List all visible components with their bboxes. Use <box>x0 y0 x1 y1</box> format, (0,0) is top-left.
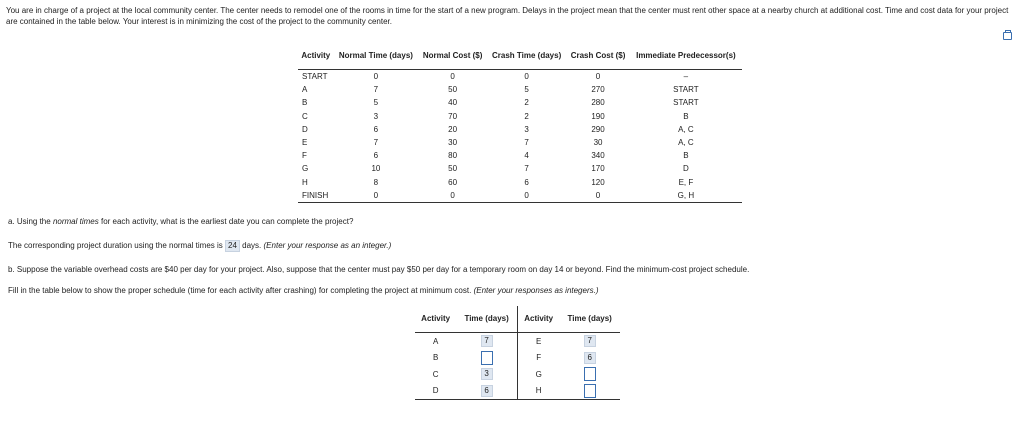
cell-normal-time: 0 <box>373 72 379 82</box>
cell-activity: D <box>302 124 308 134</box>
cell-crash-time: 6 <box>524 177 529 187</box>
cell-predecessors: E, F <box>678 177 694 187</box>
schedule-header-activity-2: Activity <box>517 306 559 333</box>
table-row <box>298 149 742 162</box>
header-crash-cost: Crash Cost ($) <box>566 42 630 70</box>
cell-normal-time: 7 <box>373 85 379 95</box>
cell-activity: START <box>302 72 328 82</box>
schedule-header-activity-1: Activity <box>415 306 456 333</box>
part-a-answer-line: The corresponding project duration using the normal times is 24 days. (Enter your response as an integer.) <box>8 241 392 250</box>
copy-table-icon[interactable] <box>1003 32 1012 40</box>
table-row <box>298 189 742 203</box>
cell-crash-time: 4 <box>524 151 529 161</box>
cell-normal-time: 5 <box>373 98 379 108</box>
table-row <box>298 96 742 109</box>
cell-activity: A <box>302 85 308 95</box>
cell-crash-time: 0 <box>524 72 529 82</box>
time-answer-value[interactable]: 7 <box>584 335 596 347</box>
header-crash-time: Crash Time (days) <box>487 42 566 70</box>
schedule-activity-label: E <box>517 333 559 350</box>
schedule-row <box>415 366 620 383</box>
time-answer-value[interactable]: 7 <box>481 335 493 347</box>
schedule-time-cell <box>456 383 517 400</box>
table-row <box>298 123 742 136</box>
cell-predecessors: G, H <box>630 189 742 203</box>
part-b-instruction: Fill in the table below to show the proper schedule (time for each activity after crashing) for completing the project at minimum cost. (Enter your responses as integers.) <box>8 286 599 295</box>
table-header-row <box>298 42 742 70</box>
cell-predecessors: B <box>683 111 689 121</box>
cell-normal-cost: 0 <box>418 189 487 203</box>
part-a-answer-value[interactable]: 24 <box>225 240 240 252</box>
schedule-activity-label: D <box>415 383 456 400</box>
table-row <box>298 110 742 123</box>
time-answer-value[interactable]: 6 <box>481 385 493 397</box>
problem-intro: You are in charge of a project at the local community center. The center needs to remodel one of the rooms in time for the start of a new program. Delays in the project mean that the center must rent other space at a nearby church at additional cost. Time and cost data for your project are contained in the table below. Your interest is in minimizing the cost of the project to the community center. <box>6 6 1009 26</box>
cell-predecessors: START <box>673 85 699 95</box>
cell-predecessors: D <box>683 164 689 174</box>
cell-crash-cost: 290 <box>591 124 605 134</box>
cell-predecessors: A, C <box>678 124 694 134</box>
cell-activity: H <box>302 177 308 187</box>
cell-crash-time: 0 <box>487 189 566 203</box>
cell-activity: FINISH <box>298 189 334 203</box>
table-row <box>298 136 742 149</box>
schedule-activity-label: B <box>432 353 439 363</box>
cell-normal-cost: 50 <box>448 85 458 95</box>
cell-crash-cost: 280 <box>591 98 605 108</box>
cell-normal-cost: 40 <box>448 98 458 108</box>
cell-crash-time: 5 <box>524 85 529 95</box>
cell-normal-time: 7 <box>373 138 379 148</box>
cell-normal-cost: 50 <box>448 164 458 174</box>
schedule-header-row <box>415 306 620 333</box>
cell-crash-cost: 340 <box>591 151 605 161</box>
schedule-time-cell <box>559 350 620 367</box>
table-row <box>298 162 742 175</box>
table-row <box>298 83 742 96</box>
cell-crash-cost: 190 <box>591 111 605 121</box>
time-answer-value[interactable]: 3 <box>481 368 493 380</box>
cell-predecessors: A, C <box>678 138 694 148</box>
cell-crash-cost: 0 <box>566 189 630 203</box>
schedule-activity-label: A <box>432 336 439 346</box>
cell-crash-cost: 170 <box>591 164 605 174</box>
cell-crash-cost: 30 <box>593 138 603 148</box>
cell-normal-cost: 20 <box>448 124 458 134</box>
cell-normal-time: 6 <box>373 151 379 161</box>
schedule-time-cell <box>559 366 620 383</box>
cell-activity: B <box>302 98 308 108</box>
header-normal-cost: Normal Cost ($) <box>418 42 487 70</box>
cell-normal-time: 6 <box>373 124 379 134</box>
time-input[interactable] <box>584 384 596 398</box>
schedule-activity-label: H <box>517 383 559 400</box>
schedule-activity-label: F <box>517 350 559 367</box>
schedule-activity-label: C <box>432 369 439 379</box>
cell-predecessors: – <box>683 72 689 82</box>
cell-normal-cost: 60 <box>448 177 458 187</box>
cell-crash-time: 2 <box>524 111 529 121</box>
schedule-row <box>415 333 620 350</box>
time-input[interactable] <box>481 351 493 365</box>
cell-activity: C <box>302 111 308 121</box>
cell-normal-cost: 80 <box>448 151 458 161</box>
header-predecessors: Immediate Predecessor(s) <box>630 42 742 70</box>
cell-activity: E <box>302 138 308 148</box>
table-row <box>298 70 742 84</box>
schedule-time-cell <box>456 333 517 350</box>
cell-crash-time: 3 <box>524 124 529 134</box>
schedule-time-cell <box>456 350 517 367</box>
cell-normal-time: 8 <box>373 177 379 187</box>
part-a-question: a. Using the normal times for each activity, what is the earliest date you can complete the project? <box>8 217 354 226</box>
schedule-time-cell <box>559 383 620 400</box>
schedule-time-cell <box>559 333 620 350</box>
cell-crash-time: 7 <box>524 138 529 148</box>
time-answer-value[interactable]: 6 <box>584 352 596 364</box>
schedule-activity-label: G <box>517 366 559 383</box>
schedule-row <box>415 350 620 367</box>
cell-normal-cost: 0 <box>450 72 455 82</box>
schedule-row <box>415 383 620 400</box>
schedule-header-time-1: Time (days) <box>456 306 517 333</box>
cell-activity: F <box>302 151 307 161</box>
header-activity: Activity <box>298 42 334 70</box>
time-input[interactable] <box>584 367 596 381</box>
schedule-table <box>415 306 620 400</box>
part-b-question: b. Suppose the variable overhead costs are $40 per day for your project. Also, suppose that the center must pay $50 per day for a temporary room on day 14 or beyond. Find the minimum-cost project schedule. <box>8 265 750 274</box>
schedule-header-time-2: Time (days) <box>559 306 620 333</box>
cell-predecessors: B <box>683 151 689 161</box>
cell-activity: G <box>302 164 309 174</box>
cell-normal-time: 10 <box>371 164 381 174</box>
cell-normal-cost: 70 <box>448 111 458 121</box>
cell-normal-time: 3 <box>373 111 379 121</box>
schedule-time-cell <box>456 366 517 383</box>
cell-normal-time: 0 <box>334 189 419 203</box>
cell-normal-cost: 30 <box>448 138 458 148</box>
cell-crash-time: 2 <box>524 98 529 108</box>
cell-crash-time: 7 <box>524 164 529 174</box>
cell-predecessors: START <box>673 98 699 108</box>
activity-data-table <box>298 42 742 203</box>
table-row <box>298 176 742 189</box>
cell-crash-cost: 270 <box>591 85 605 95</box>
cell-crash-cost: 120 <box>591 177 605 187</box>
header-normal-time: Normal Time (days) <box>334 42 419 70</box>
cell-crash-cost: 0 <box>595 72 601 82</box>
